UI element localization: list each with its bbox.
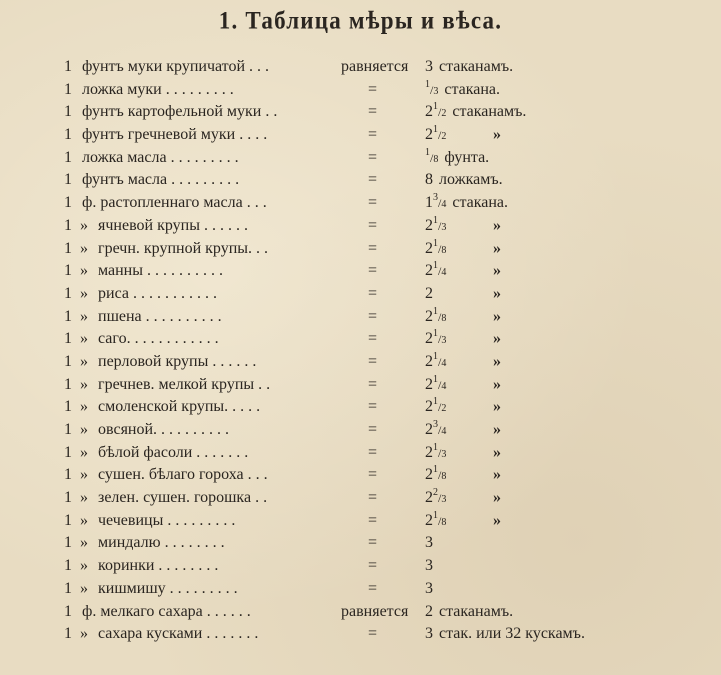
fraction-slash: /	[438, 332, 442, 347]
table-row	[0, 79, 721, 102]
measure-weight-table	[0, 56, 721, 646]
row-value	[425, 192, 508, 217]
ditto-unit-mark: »	[493, 398, 501, 416]
row-value	[425, 555, 433, 578]
row-value	[425, 601, 513, 624]
fraction-slash: /	[438, 491, 442, 506]
row-item: ф. мелкаго сахара . . . . . .	[82, 602, 251, 620]
row-value	[425, 396, 446, 421]
value-unit: стакана.	[452, 194, 509, 212]
ditto-mark: »	[80, 511, 88, 529]
value-unit: фунта.	[444, 148, 490, 166]
fraction-numerator: 1	[425, 78, 430, 90]
row-value	[425, 532, 433, 555]
ditto-unit-mark: »	[493, 352, 501, 370]
fraction-numerator: 3	[433, 419, 438, 430]
row-quantity: 1	[64, 602, 72, 620]
row-equals: =	[368, 216, 379, 234]
row-equals: =	[368, 352, 379, 370]
row-item: ячневой крупы . . . . . .	[98, 216, 248, 234]
fraction-numerator: 1	[433, 509, 438, 521]
table-row	[0, 464, 721, 487]
row-value	[425, 487, 446, 512]
row-value	[425, 510, 446, 535]
row-quantity: 1	[64, 466, 72, 484]
value-whole: 1	[425, 194, 433, 212]
value-whole: 3	[425, 557, 433, 575]
fraction-denominator: 4	[441, 357, 447, 369]
ditto-unit-mark: »	[493, 489, 501, 507]
value-unit: стаканамъ.	[439, 602, 514, 620]
value-whole: 2	[425, 103, 433, 121]
fraction-numerator: 1	[433, 260, 438, 272]
row-equals: =	[368, 330, 379, 348]
row-quantity: 1	[64, 80, 72, 98]
row-quantity: 1	[64, 171, 72, 189]
table-row	[0, 215, 721, 238]
fraction-numerator: 1	[433, 237, 438, 249]
row-equals: =	[368, 126, 379, 144]
fraction-denominator: 3	[441, 221, 447, 233]
value-unit: ложкамъ.	[439, 171, 503, 189]
table-row	[0, 260, 721, 283]
row-quantity: 1	[64, 511, 72, 529]
value-unit: стаканамъ.	[452, 103, 527, 121]
row-value	[425, 351, 446, 376]
row-quantity: 1	[64, 352, 72, 370]
value-whole: 2	[425, 307, 433, 325]
ditto-mark: »	[80, 262, 88, 280]
value-whole: 2	[425, 466, 433, 484]
fraction-numerator: 1	[425, 146, 430, 158]
row-item: саго. . . . . . . . . . . .	[98, 330, 219, 348]
row-value	[425, 169, 503, 192]
fraction-slash: /	[438, 354, 442, 369]
row-quantity: 1	[64, 398, 72, 416]
table-row	[0, 147, 721, 170]
ditto-unit-mark: »	[493, 330, 501, 348]
value-whole: 8	[425, 171, 433, 189]
row-equals: =	[368, 557, 379, 575]
ditto-unit-mark: »	[493, 126, 501, 144]
table-row	[0, 124, 721, 147]
row-quantity: 1	[64, 579, 72, 597]
row-item: смоленской крупы. . . . .	[98, 398, 261, 416]
row-item: ф. растопленнаго масла . . .	[82, 194, 267, 212]
row-equals: =	[368, 262, 379, 280]
value-whole: 2	[425, 443, 433, 461]
row-quantity: 1	[64, 375, 72, 393]
ditto-mark: »	[80, 557, 88, 575]
ditto-unit-mark: »	[493, 262, 501, 280]
fraction-slash: /	[438, 105, 442, 120]
value-whole: 3	[425, 625, 433, 643]
fraction-slash: /	[438, 445, 442, 460]
value-unit: стакана.	[444, 80, 501, 98]
row-value	[425, 215, 446, 240]
row-quantity: 1	[64, 557, 72, 575]
row-equals: =	[368, 239, 379, 257]
fraction-numerator: 1	[433, 373, 438, 385]
table-row	[0, 396, 721, 419]
table-row	[0, 101, 721, 124]
fraction-numerator: 1	[433, 441, 438, 453]
fraction-numerator: 1	[433, 350, 438, 362]
row-item: риса . . . . . . . . . . .	[98, 284, 217, 302]
ditto-mark: »	[80, 307, 88, 325]
row-equals: =	[368, 194, 379, 212]
row-item: пшена . . . . . . . . . .	[98, 307, 222, 325]
row-quantity: 1	[64, 284, 72, 302]
fraction-denominator: 3	[433, 85, 439, 97]
value-whole: 2	[425, 239, 433, 257]
row-quantity: 1	[64, 58, 72, 75]
fraction-denominator: 8	[441, 244, 447, 256]
fraction-denominator: 8	[433, 153, 439, 165]
ditto-mark: »	[80, 489, 88, 507]
row-value	[425, 464, 446, 489]
row-item: кишмишу . . . . . . . . .	[98, 579, 238, 597]
fraction-slash: /	[438, 468, 442, 483]
fraction-slash: /	[438, 128, 442, 143]
row-item: овсяной. . . . . . . . . .	[98, 421, 230, 438]
ditto-mark: »	[80, 534, 88, 552]
value-whole: 2	[425, 602, 433, 620]
value-whole: 2	[425, 421, 433, 438]
fraction-denominator: 4	[441, 380, 447, 392]
row-equals: =	[368, 148, 379, 166]
table-row	[0, 555, 721, 578]
row-equals: =	[368, 375, 379, 393]
row-value	[425, 147, 489, 172]
row-item: ложка масла . . . . . . . . .	[82, 148, 239, 166]
row-item: зелен. сушен. горошка . .	[98, 489, 268, 507]
row-equals: =	[368, 466, 379, 484]
fraction-numerator: 1	[433, 396, 438, 408]
row-item: ложка муки . . . . . . . . .	[82, 80, 234, 98]
row-item: бѣлой фасоли . . . . . . .	[98, 443, 249, 461]
row-equals: =	[368, 579, 379, 597]
row-item: миндалю . . . . . . . .	[98, 534, 225, 552]
row-item: перловой крупы . . . . . .	[98, 352, 257, 370]
table-row	[0, 419, 721, 442]
row-quantity: 1	[64, 262, 72, 280]
row-quantity: 1	[64, 625, 72, 643]
value-whole: 2	[425, 398, 433, 416]
row-item: гречн. крупной крупы. . .	[98, 239, 268, 257]
row-quantity: 1	[64, 148, 72, 166]
value-whole: 2	[425, 489, 433, 507]
row-value	[425, 442, 446, 467]
ditto-unit-mark: »	[493, 284, 501, 302]
ditto-mark: »	[80, 330, 88, 348]
row-value	[425, 238, 446, 263]
table-row	[0, 487, 721, 510]
fraction-numerator: 1	[433, 214, 438, 226]
value-whole: 3	[425, 579, 433, 597]
fraction-slash: /	[438, 218, 442, 233]
value-whole: 2	[425, 375, 433, 393]
fraction-denominator: 3	[441, 494, 447, 506]
row-value	[425, 101, 526, 126]
row-equals: =	[368, 307, 379, 325]
table-row	[0, 601, 721, 624]
row-item: коринки . . . . . . . .	[98, 557, 219, 575]
row-item: фунтъ масла . . . . . . . . .	[82, 171, 240, 189]
table-row	[0, 623, 721, 646]
fraction-slash: /	[438, 400, 442, 415]
value-whole: 2	[425, 262, 433, 280]
ditto-mark: »	[80, 443, 88, 461]
ditto-unit-mark: »	[493, 443, 501, 461]
fraction-slash: /	[438, 377, 442, 392]
row-item: фунтъ картофельной муки . .	[82, 103, 278, 121]
fraction-denominator: 3	[441, 448, 447, 460]
row-equals: =	[368, 489, 379, 507]
ditto-unit-mark: »	[493, 375, 501, 393]
fraction-numerator: 3	[433, 192, 438, 204]
fraction-denominator: 4	[441, 426, 447, 437]
ditto-unit-mark: »	[493, 307, 501, 325]
row-quantity: 1	[64, 330, 72, 348]
row-value	[425, 419, 446, 444]
ditto-unit-mark: »	[493, 511, 501, 529]
row-quantity: 1	[64, 534, 72, 552]
page-title: 1. Таблица мѣры и вѣса.	[218, 6, 503, 35]
row-equals: =	[368, 443, 379, 461]
fraction-denominator: 2	[441, 108, 447, 120]
value-whole: 3	[425, 534, 433, 552]
row-value	[425, 56, 513, 79]
row-item: чечевицы . . . . . . . . .	[98, 511, 236, 529]
row-item: манны . . . . . . . . . .	[98, 262, 223, 280]
row-equals: =	[368, 284, 379, 302]
ditto-mark: »	[80, 216, 88, 234]
row-equals: =	[368, 80, 379, 98]
row-item: фунтъ гречневой муки . . . .	[82, 126, 268, 144]
table-row	[0, 192, 721, 215]
ditto-mark: »	[80, 284, 88, 302]
fraction-denominator: 2	[441, 131, 447, 143]
row-equals: =	[368, 421, 379, 438]
row-value	[425, 124, 446, 149]
value-whole: 2	[425, 352, 433, 370]
row-quantity: 1	[64, 443, 72, 461]
table-row	[0, 56, 721, 79]
fraction-slash: /	[430, 82, 434, 97]
table-row	[0, 306, 721, 329]
row-equals: =	[368, 511, 379, 529]
row-equals: равняется	[341, 602, 409, 620]
table-row	[0, 374, 721, 397]
value-unit: стак. или 32 кускамъ.	[439, 625, 585, 643]
table-row	[0, 442, 721, 465]
fraction-denominator: 3	[441, 335, 447, 347]
ditto-mark: »	[80, 579, 88, 597]
row-item: сахара кусками . . . . . . .	[98, 625, 259, 643]
row-equals: =	[368, 625, 379, 643]
row-value	[425, 328, 446, 353]
row-quantity: 1	[64, 489, 72, 507]
fraction-denominator: 4	[441, 267, 447, 279]
fraction-numerator: 1	[433, 328, 438, 340]
row-quantity: 1	[64, 307, 72, 325]
value-unit: стаканамъ.	[439, 58, 514, 75]
row-equals: равняется	[341, 58, 409, 75]
fraction-slash: /	[438, 241, 442, 256]
value-whole: 2	[425, 511, 433, 529]
fraction-numerator: 1	[433, 124, 438, 136]
table-row	[0, 328, 721, 351]
ditto-mark: »	[80, 398, 88, 416]
ditto-mark: »	[80, 466, 88, 484]
fraction-slash: /	[438, 513, 442, 528]
table-row	[0, 283, 721, 306]
value-whole: 2	[425, 284, 433, 302]
value-whole: 2	[425, 330, 433, 348]
fraction-slash: /	[438, 196, 442, 211]
row-quantity: 1	[64, 421, 72, 438]
table-row	[0, 510, 721, 533]
ditto-mark: »	[80, 375, 88, 393]
row-quantity: 1	[64, 103, 72, 121]
value-whole: 2	[425, 216, 433, 234]
ditto-unit-mark: »	[493, 466, 501, 484]
row-item: фунтъ муки крупичатой . . .	[82, 58, 270, 75]
fraction-denominator: 8	[441, 516, 447, 528]
ditto-mark: »	[80, 625, 88, 643]
row-equals: =	[368, 103, 379, 121]
fraction-slash: /	[430, 150, 434, 165]
fraction-denominator: 8	[441, 471, 447, 483]
row-value	[425, 283, 433, 306]
value-whole: 3	[425, 58, 433, 75]
fraction-denominator: 8	[441, 312, 447, 324]
row-value	[425, 306, 446, 331]
row-value	[425, 79, 500, 104]
ditto-mark: »	[80, 352, 88, 370]
table-row	[0, 238, 721, 261]
ditto-unit-mark: »	[493, 239, 501, 257]
fraction-slash: /	[438, 423, 442, 437]
ditto-unit-mark: »	[493, 421, 501, 438]
row-equals: =	[368, 398, 379, 416]
row-quantity: 1	[64, 216, 72, 234]
table-row	[0, 578, 721, 601]
row-item: сушен. бѣлаго гороха . . .	[98, 466, 268, 484]
fraction-numerator: 2	[433, 487, 438, 499]
fraction-slash: /	[438, 309, 442, 324]
row-value	[425, 623, 585, 646]
fraction-denominator: 2	[441, 403, 447, 415]
row-quantity: 1	[64, 239, 72, 257]
row-value	[425, 260, 446, 285]
row-quantity: 1	[64, 194, 72, 212]
row-equals: =	[368, 534, 379, 552]
row-value	[425, 374, 446, 399]
value-whole: 2	[425, 126, 433, 144]
row-value	[425, 578, 433, 601]
row-item: гречнев. мелкой крупы . .	[98, 375, 271, 393]
row-equals: =	[368, 171, 379, 189]
table-row	[0, 532, 721, 555]
table-row	[0, 169, 721, 192]
fraction-denominator: 4	[441, 199, 447, 211]
fraction-numerator: 1	[433, 305, 438, 317]
row-quantity: 1	[64, 126, 72, 144]
table-row	[0, 351, 721, 374]
fraction-numerator: 1	[433, 464, 438, 476]
ditto-unit-mark: »	[493, 216, 501, 234]
fraction-slash: /	[438, 264, 442, 279]
ditto-mark: »	[80, 421, 88, 438]
fraction-numerator: 1	[433, 101, 438, 113]
ditto-mark: »	[80, 239, 88, 257]
